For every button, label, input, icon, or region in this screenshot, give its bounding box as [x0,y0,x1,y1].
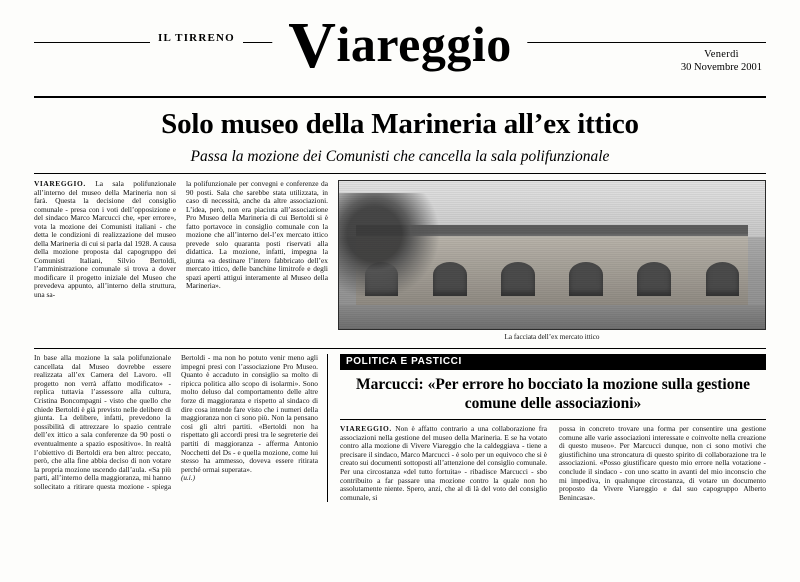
masthead [0,0,800,96]
issue-date [681,48,762,74]
section-kicker: POLITICA E PASTICCI [340,354,766,370]
lower-right-text-2: possa in concreto trovare una forma per consentire una gestione comune alle varie associazioni interessate e coinvolte nella creazione di questo museo». Per Marcucci dunque, non ci sono motivi che giustifichino una stroncatura di questo spirito di collaborazione tra le associazioni. «Posso giustificare questo mio errore nella votazione - conclude il sindaco - con uno scatto in avanti del mio inconscio che mi impediva, in qualunque circostanza, di votare un documento proposto da Vivere Viareggio e dal suo capogruppo Alberto Benincasa». [559,424,766,502]
lower-section [0,349,800,502]
lower-left-body [34,354,318,492]
paper-name: IL TIRRENO [150,32,243,44]
lead-rule [34,173,766,174]
lower-right-article [338,354,766,502]
lower-right-headline: Marcucci: «Per errore ho bocciato la mozione sulla gestione comune delle associazioni» [355,376,750,412]
issue-date-full: 30 Novembre 2001 [680,62,762,73]
photo-grain-overlay [339,181,765,329]
issue-day: Venerdì [704,49,739,60]
lead-column-1 [34,180,176,342]
lead-story [0,98,800,342]
lower-right-text-1: Non è affatto contrario a una collaborazione fra associazioni nella gestione del museo della Marineria. E se ha votato contro alla mozione di Vivere Viareggio che la caldeggiava - tiene a precisare il sindaco, Marco Marcucci - è solo per un equivoco che si è creato sui documenti sottoposti all’attenzione del consiglio comunale. Per una circostanza «del tutto fortuita» - ribadisce Marcucci - sbo contribuito a far passare una mozione contro la quale non ho assolutamente niente. Spero, anzi, che al di là del voto del consiglio comunale, si [340,424,547,502]
lead-body [34,180,766,342]
lower-right-dateline: VIAREGGIO. [340,424,392,433]
lower-left-article [34,354,328,502]
lead-column-2-text: la polifunzionale per convegni e conferenze da 90 posti. Sala che sarebbe stata utilizzata, in caso di necessità, anche da altre associazioni. L’idea, però, non era piaciuta all’associazione Pro Museo della Marineria di cui Bertoldi si è fatto portavoce in consiglio comunale con la mozione che all’interno del-l’ex mercato ittico prevede solo quaranta posti riservati alla didattica. La mozione, infatti, impegna la giunta «a destinare l’intero fabbricato dell’ex mercato ittico, delle banchine limitrofe e degli spazi aperti attigui interamente al Museo della Marineria». [186,179,328,290]
photo-caption: La facciata dell’ex mercato ittico [504,333,600,341]
lower-left-signature: (u.i.) [181,474,195,483]
lower-right-rule [340,419,766,420]
title-rest: iareggio [336,16,512,72]
lead-subhead: Passa la mozione dei Comunisti che cancella la sala polifunzionale [190,148,610,165]
dateline: VIAREGGIO. [34,179,86,188]
ex-mercato-ittico-photo [338,180,766,330]
lead-photo-block [338,180,766,342]
title-dropcap: V [288,9,337,82]
lead-column-1-text: La sala polifunzionale all’interno del museo della Marineria non si farà. Questa la decisione del consiglio comunale - presa con i voti dell’opposizione e del sindaco Marco Marcucci che, «per errore», vota la mozione dei Comunisti italiani - che detta le condizioni di realizzazione del museo della Marineria di cui si parla dal 1928. A causa della mozione proposta dal capogruppo dei Comunisti Italiani, Silvio Bertoldi, l’amministrazione comunale si trova a dover modificare il progetto iniziale del Museo che prevedeva appunto, all’interno della struttura, una sa- [34,179,176,299]
lead-headline: Solo museo della Marineria all’ex ittico [161,108,639,140]
lower-left-text: In base alla mozione la sala polifunzionale cancellata dal Museo dovrebbe essere realizzata all’ex Camera del Lavoro. «Il progetto non verrà affatto modificato» - replica tuttavia l’assessore alla cultura, Cristina Boncompagni - visto che quello che chiede Bertoldi è già previsto nelle delibere di giunta. La delibere, infatti, prevedono la possibilità di attrezzare lo spazio centrale dell’ex ittico a sala conferenze da 90 posti o eventualmente a spazio espositivo». In realtà l’obiettivo di Bertoldi era ben altro: peccato, però, che alla fine abbia deciso di non votare la propria mozione uscendo dall’aula. «Sa più parti, all’interno della maggioranza, mi hanno sollecitato a ritirare questa mozione - spiega Bertoldi - ma non ho potuto venir meno agli impegni presi con l’associazione Pro Museo. Quanto è accaduto in consiglio sa molto di ripicca politica allo scopo di isolarmi». Sono molto deluso dal comportamento delle altre forze di maggioranza e rispetto al sindaco di dire cosa intende fare visto che i numeri della maggioranza non ci sono più. Non la pensano così gli altri partiti. «Bertoldi non ha rispettato gli accordi presi tra le segreterie dei partiti di maggioranza - afferma Antonio Nocchetti del Ds - e quella mozione, come lui stesso ha ammesso, doveva essere ritirata perché ormai superata». [34,353,318,491]
lower-right-body [340,425,766,502]
page-title [272,9,527,82]
lead-column-2 [186,180,328,342]
